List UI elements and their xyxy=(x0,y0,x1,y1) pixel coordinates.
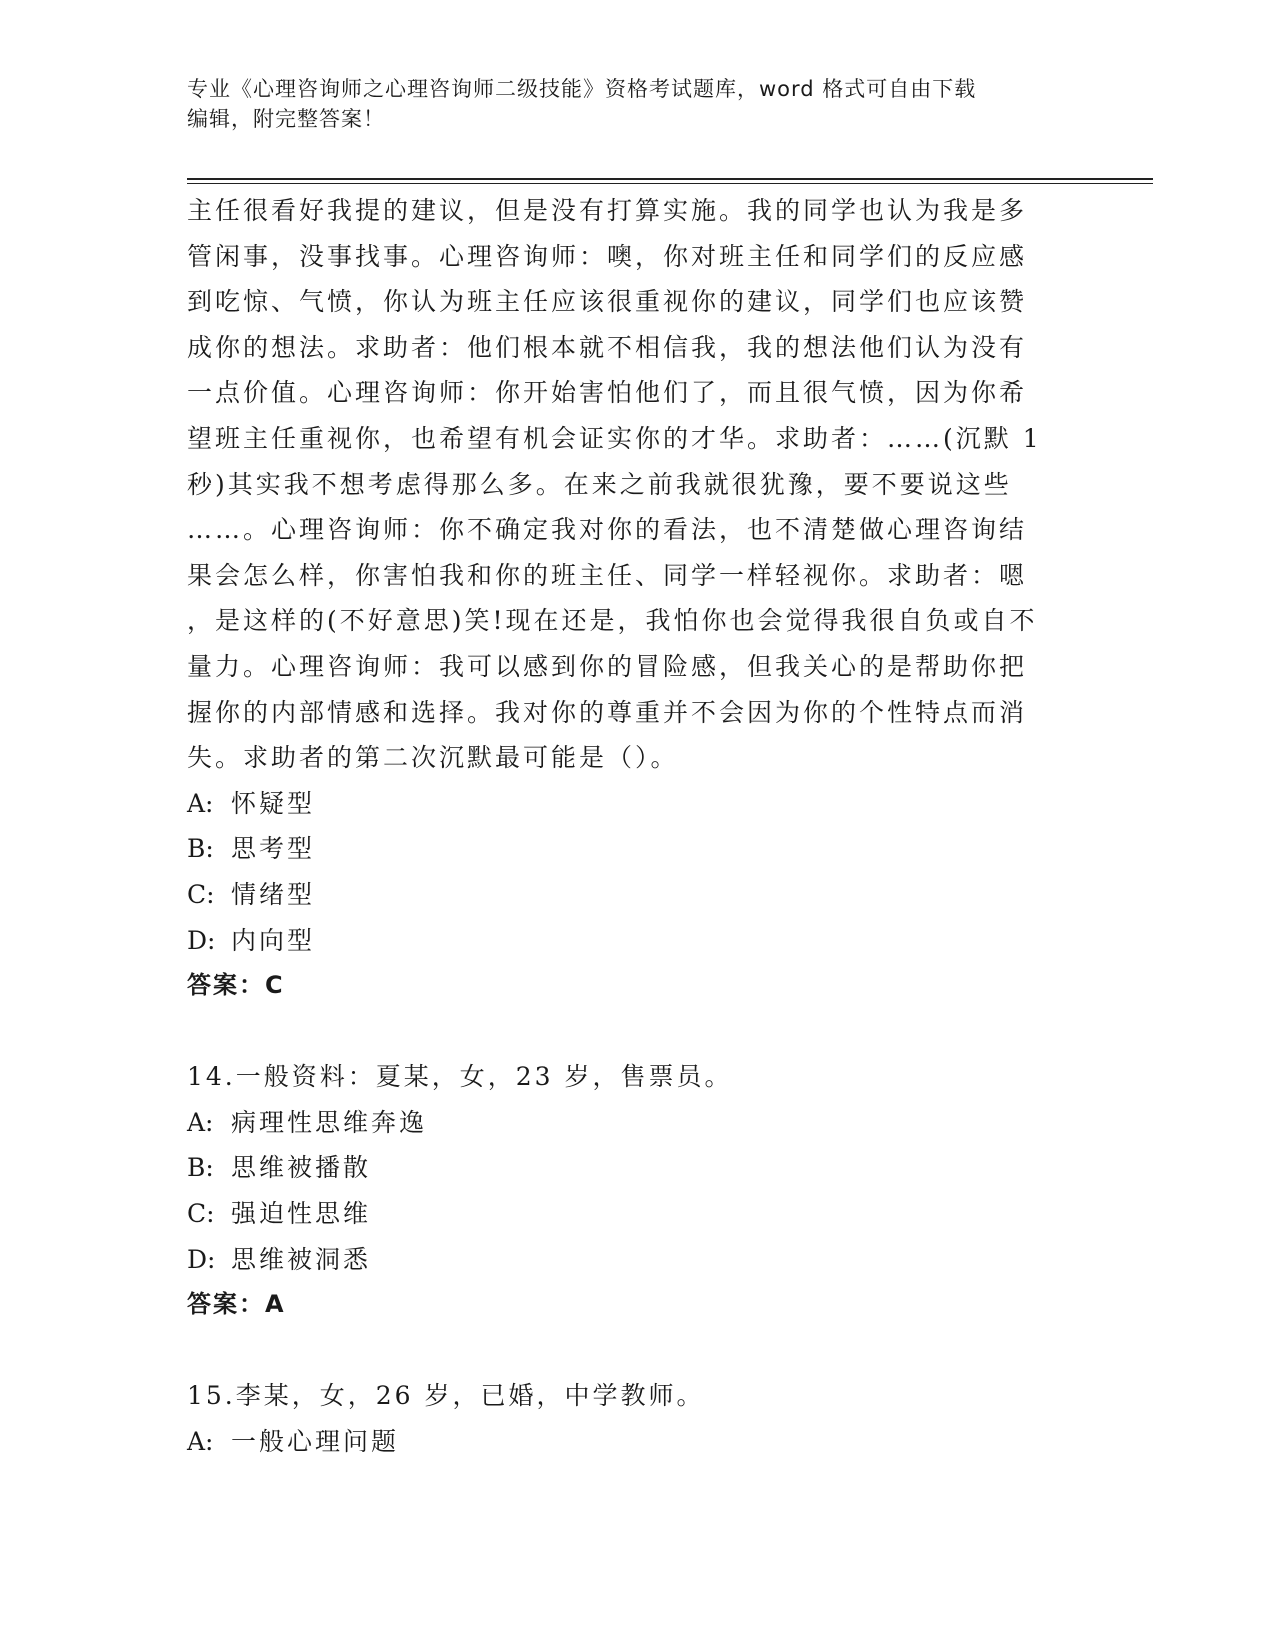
option-c xyxy=(187,1191,1077,1237)
passage-line: 主任很看好我提的建议，但是没有打算实施。我的同学也认为我是多 xyxy=(187,196,1028,225)
option-text: 怀疑型 xyxy=(231,788,316,818)
option-text: 思维被播散 xyxy=(231,1153,372,1183)
passage-line: 失。求助者的第二次沉默最可能是（）。 xyxy=(187,743,679,773)
option-a xyxy=(187,1419,1077,1465)
passage-line: 望班主任重视你，也希望有机会证实你的才华。求助者：……(沉默 1 xyxy=(187,423,1042,453)
option-key: A: xyxy=(187,788,214,818)
question-13-options xyxy=(187,781,1077,963)
question-15-options xyxy=(187,1419,1077,1465)
option-b xyxy=(187,1145,1077,1191)
question-14-options xyxy=(187,1100,1077,1282)
header-line-1: 专业《心理咨询师之心理咨询师二级技能》资格考试题库，word 格式可自由下载 xyxy=(187,77,977,101)
document-body xyxy=(187,188,1077,1465)
option-key: C: xyxy=(187,879,215,909)
option-key: C: xyxy=(187,1199,215,1229)
passage-line: ……。心理咨询师：你不确定我对你的看法，也不清楚做心理咨询结 xyxy=(187,515,1028,545)
option-key: B: xyxy=(187,1153,214,1183)
question-spacer xyxy=(187,1328,1077,1374)
question-13-answer: 答案：C xyxy=(187,971,285,1000)
option-b xyxy=(187,826,1077,872)
option-c xyxy=(187,872,1077,918)
question-14-answer: 答案：A xyxy=(187,1290,286,1319)
option-text: 情绪型 xyxy=(231,879,316,909)
option-key: D: xyxy=(187,925,216,955)
option-text: 思考型 xyxy=(231,834,316,864)
option-text: 内向型 xyxy=(231,925,316,955)
option-d xyxy=(187,1237,1077,1283)
option-key: A: xyxy=(187,1427,214,1457)
passage-line: 果会怎么样，你害怕我和你的班主任、同学一样轻视你。求助者：嗯 xyxy=(187,560,1028,590)
passage-line: 秒)其实我不想考虑得那么多。在来之前我就很犹豫，要不要说这些 xyxy=(187,469,1012,499)
passage-line: ，是这样的(不好意思)笑!现在还是，我怕你也会觉得我很自负或自不 xyxy=(187,606,1038,636)
option-text: 一般心理问题 xyxy=(231,1427,400,1457)
option-key: B: xyxy=(187,834,214,864)
passage-line: 量力。心理咨询师：我可以感到你的冒险感，但我关心的是帮助你把 xyxy=(187,651,1028,681)
header-line-2: 编辑，附完整答案！ xyxy=(187,107,385,131)
question-14-title: 14.一般资料：夏某，女，23 岁，售票员。 xyxy=(187,1062,733,1092)
option-text: 强迫性思维 xyxy=(231,1199,372,1229)
passage-line: 成你的想法。求助者：他们根本就不相信我，我的想法他们认为没有 xyxy=(187,332,1028,362)
passage-line: 握你的内部情感和选择。我对你的尊重并不会因为你的个性特点而消 xyxy=(187,697,1028,727)
passage-line: 一点价值。心理咨询师：你开始害怕他们了，而且很气愤，因为你希 xyxy=(187,378,1028,408)
option-key: D: xyxy=(187,1244,216,1274)
header-rule-thin xyxy=(187,183,1153,184)
document-header xyxy=(187,74,1067,134)
option-key: A: xyxy=(187,1107,214,1137)
header-rule-thick xyxy=(187,178,1153,180)
option-d xyxy=(187,918,1077,964)
question-15-title: 15.李某，女，26 岁，已婚，中学教师。 xyxy=(187,1381,705,1411)
option-text: 病理性思维奔逸 xyxy=(231,1107,428,1137)
option-text: 思维被洞悉 xyxy=(231,1244,372,1274)
question-spacer xyxy=(187,1009,1077,1055)
passage-line: 管闲事，没事找事。心理咨询师：噢，你对班主任和同学们的反应感 xyxy=(187,241,1028,271)
option-a xyxy=(187,1100,1077,1146)
option-a xyxy=(187,781,1077,827)
question-13-passage xyxy=(187,188,1077,781)
passage-line: 到吃惊、气愤，你认为班主任应该很重视你的建议，同学们也应该赞 xyxy=(187,287,1028,317)
